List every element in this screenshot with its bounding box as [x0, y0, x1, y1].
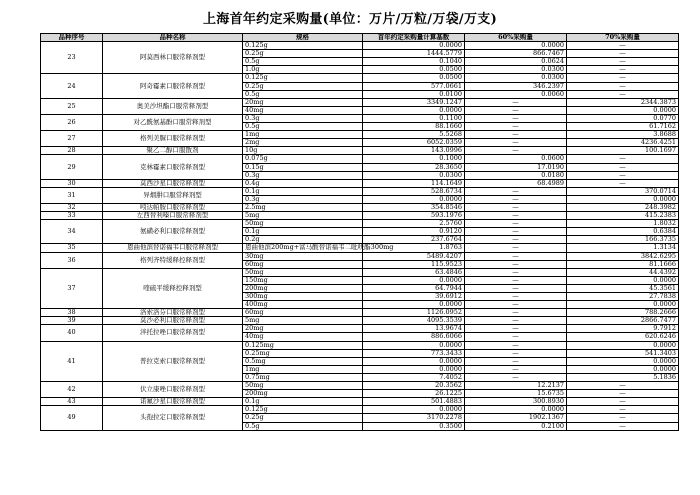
variety-name: 左西替利嗪口服常释剂型 [103, 212, 243, 220]
quantity-70-cell: 44.4392 [567, 268, 679, 276]
base-quantity-cell: 0.0000 [363, 406, 465, 414]
variety-number: 24 [41, 74, 103, 98]
base-quantity-cell: 3349.1247 [363, 98, 465, 106]
spec-cell: 50mg [243, 382, 363, 390]
header-spec: 规格 [243, 34, 363, 42]
quantity-70-cell: 3.8688 [567, 131, 679, 139]
quantity-70-cell: 0.0000 [567, 301, 679, 309]
quantity-70-cell: 61.7162 [567, 123, 679, 131]
quantity-70-cell: 166.3735 [567, 236, 679, 244]
spec-cell: 1mg [243, 365, 363, 373]
quantity-60-cell: — [465, 212, 567, 220]
variety-name: 对乙酰氨基酚口服常释剂型 [103, 114, 243, 130]
base-quantity-cell: 3170.2278 [363, 414, 465, 422]
variety-name: 洛索洛芬口服常释剂型 [103, 309, 243, 317]
spec-cell: 50mg [243, 268, 363, 276]
quantity-60-cell: — [465, 284, 567, 292]
variety-number: 42 [41, 382, 103, 398]
variety-name: 格列美脲口服常释剂型 [103, 131, 243, 147]
variety-name: 氨磺必利口服常释剂型 [103, 220, 243, 244]
quantity-60-cell: — [465, 147, 567, 155]
quantity-60-cell: — [465, 325, 567, 333]
quantity-60-cell: — [465, 301, 567, 309]
variety-name: 恩曲他滨替诺福韦口服常释剂型 [103, 244, 243, 252]
base-quantity-cell: 577.0661 [363, 82, 465, 90]
spec-cell: 150mg [243, 276, 363, 284]
quantity-70-cell: 3842.6295 [567, 252, 679, 260]
quantity-70-cell: 541.3403 [567, 349, 679, 357]
quantity-60-cell: 17.0190 [465, 163, 567, 171]
variety-number: 34 [41, 220, 103, 244]
quantity-60-cell: 0.0300 [465, 66, 567, 74]
header-60-percent: 60%采购量 [465, 34, 567, 42]
table-row [41, 382, 679, 390]
quantity-70-cell: — [567, 406, 679, 414]
quantity-70-cell: 415.2383 [567, 212, 679, 220]
quantity-60-cell: — [465, 244, 567, 252]
spec-cell: 0.3g [243, 195, 363, 203]
base-quantity-cell: 20.3562 [363, 382, 465, 390]
table-row [41, 244, 679, 252]
quantity-60-cell: 0.0060 [465, 90, 567, 98]
quantity-60-cell: — [465, 187, 567, 195]
spec-cell: 0.3g [243, 171, 363, 179]
table-row [41, 147, 679, 155]
spec-cell: 50mg [243, 220, 363, 228]
spec-cell: 5mg [243, 212, 363, 220]
quantity-70-cell: 45.3561 [567, 284, 679, 292]
header-70-percent: 70%采购量 [567, 34, 679, 42]
quantity-60-cell: — [465, 365, 567, 373]
quantity-60-cell: 300.8930 [465, 398, 567, 406]
variety-number: 36 [41, 252, 103, 268]
quantity-70-cell: 620.6246 [567, 333, 679, 341]
quantity-60-cell: 1902.1367 [465, 414, 567, 422]
quantity-70-cell: — [567, 82, 679, 90]
spec-cell: 0.15g [243, 163, 363, 171]
quantity-70-cell: 81.1666 [567, 260, 679, 268]
spec-cell: 20mg [243, 98, 363, 106]
quantity-60-cell: 15.6735 [465, 390, 567, 398]
quantity-60-cell: 0.0624 [465, 58, 567, 66]
base-quantity-cell: 354.8546 [363, 203, 465, 211]
base-quantity-cell: 0.0000 [363, 276, 465, 284]
spec-cell: 0.25mg [243, 349, 363, 357]
variety-name: 普拉克索口服常释剂型 [103, 341, 243, 381]
table-row [41, 74, 679, 82]
table-row [41, 406, 679, 414]
table-row [41, 179, 679, 187]
table-row [41, 220, 679, 228]
base-quantity-cell: 1126.0952 [363, 309, 465, 317]
variety-name: 莫西沙星口服常释剂型 [103, 179, 243, 187]
variety-number: 25 [41, 98, 103, 114]
table-row [41, 309, 679, 317]
quantity-60-cell: — [465, 349, 567, 357]
variety-number: 49 [41, 406, 103, 430]
quantity-60-cell: 0.0000 [465, 406, 567, 414]
table-row [41, 317, 679, 325]
quantity-60-cell: 0.0000 [465, 42, 567, 50]
spec-cell: 0.1g [243, 228, 363, 236]
header-variety-no: 品种序号 [41, 34, 103, 42]
base-quantity-cell: 0.9120 [363, 228, 465, 236]
base-quantity-cell: 0.0000 [363, 106, 465, 114]
spec-cell: 0.125mg [243, 341, 363, 349]
spec-cell: 20mg [243, 325, 363, 333]
base-quantity-cell: 0.0500 [363, 66, 465, 74]
base-quantity-cell: 88.1660 [363, 123, 465, 131]
base-quantity-cell: 64.7944 [363, 284, 465, 292]
quantity-60-cell: — [465, 293, 567, 301]
variety-name: 异烟肼口服常释剂型 [103, 187, 243, 203]
spec-cell: 5mg [243, 317, 363, 325]
spec-cell: 400mg [243, 301, 363, 309]
base-quantity-cell: 593.1976 [363, 212, 465, 220]
quantity-70-cell: 0.0000 [567, 365, 679, 373]
base-quantity-cell: 39.6912 [363, 293, 465, 301]
quantity-60-cell: — [465, 236, 567, 244]
base-quantity-cell: 115.9523 [363, 260, 465, 268]
table-row [41, 131, 679, 139]
quantity-60-cell: 0.2100 [465, 422, 567, 430]
quantity-70-cell: 100.1697 [567, 147, 679, 155]
base-quantity-cell: 773.3433 [363, 349, 465, 357]
variety-name: 喹硫平缓释控释剂型 [103, 268, 243, 308]
variety-name: 诺氟沙星口服常释剂型 [103, 398, 243, 406]
quantity-70-cell: 0.0000 [567, 106, 679, 114]
quantity-60-cell: — [465, 341, 567, 349]
quantity-60-cell: 12.2137 [465, 382, 567, 390]
base-quantity-cell: 0.0000 [363, 42, 465, 50]
quantity-70-cell: 0.0000 [567, 195, 679, 203]
quantity-70-cell: 1.3134 [567, 244, 679, 252]
quantity-70-cell: — [567, 66, 679, 74]
base-quantity-cell: 0.0000 [363, 195, 465, 203]
quantity-60-cell: 0.0600 [465, 155, 567, 163]
variety-name: 伏立康唑口服常释剂型 [103, 382, 243, 398]
spec-cell: 200mg [243, 390, 363, 398]
spec-cell: 0.125g [243, 42, 363, 50]
quantity-60-cell: — [465, 373, 567, 381]
quantity-60-cell: — [465, 106, 567, 114]
variety-number: 41 [41, 341, 103, 381]
base-quantity-cell: 26.1225 [363, 390, 465, 398]
variety-name: 泮托拉唑口服常释剂型 [103, 325, 243, 341]
variety-name: 头孢拉定口服常释剂型 [103, 406, 243, 430]
quantity-70-cell: 27.7838 [567, 293, 679, 301]
spec-cell: 1.0g [243, 66, 363, 74]
table-row [41, 325, 679, 333]
quantity-70-cell: 788.2666 [567, 309, 679, 317]
base-quantity-cell: 0.3500 [363, 422, 465, 430]
table-row [41, 252, 679, 260]
quantity-70-cell: 9.7912 [567, 325, 679, 333]
quantity-70-cell: — [567, 422, 679, 430]
variety-number: 27 [41, 131, 103, 147]
variety-name: 阿莫西林口服常释剂型 [103, 42, 243, 74]
base-quantity-cell: 501.4883 [363, 398, 465, 406]
base-quantity-cell: 0.0000 [363, 365, 465, 373]
base-quantity-cell: 28.3650 [363, 163, 465, 171]
spec-cell: 0.5g [243, 58, 363, 66]
quantity-60-cell: — [465, 317, 567, 325]
base-quantity-cell: 63.4846 [363, 268, 465, 276]
procurement-table [40, 33, 679, 431]
quantity-60-cell: — [465, 357, 567, 365]
quantity-60-cell: — [465, 195, 567, 203]
quantity-70-cell: 0.6384 [567, 228, 679, 236]
variety-number: 30 [41, 179, 103, 187]
table-row [41, 155, 679, 163]
base-quantity-cell: 528.6734 [363, 187, 465, 195]
base-quantity-cell: 0.0000 [363, 357, 465, 365]
spec-cell: 0.75mg [243, 373, 363, 381]
header-row [41, 34, 679, 42]
base-quantity-cell: 2.5760 [363, 220, 465, 228]
base-quantity-cell: 6052.0359 [363, 139, 465, 147]
quantity-70-cell: 0.0000 [567, 276, 679, 284]
variety-name: 聚乙二醇口服散剂 [103, 147, 243, 155]
base-quantity-cell: 0.1040 [363, 58, 465, 66]
variety-number: 39 [41, 317, 103, 325]
quantity-60-cell: 0.0300 [465, 74, 567, 82]
quantity-60-cell: — [465, 123, 567, 131]
variety-number: 28 [41, 147, 103, 155]
table-row [41, 98, 679, 106]
variety-number: 29 [41, 155, 103, 179]
base-quantity-cell: 4095.3539 [363, 317, 465, 325]
quantity-60-cell: — [465, 139, 567, 147]
quantity-70-cell: 5.1836 [567, 373, 679, 381]
quantity-70-cell: 1.8032 [567, 220, 679, 228]
spec-cell: 300mg [243, 293, 363, 301]
variety-name: 阿奇霉素口服常释剂型 [103, 74, 243, 98]
quantity-70-cell: — [567, 90, 679, 98]
quantity-70-cell: 0.0000 [567, 357, 679, 365]
base-quantity-cell: 13.9674 [363, 325, 465, 333]
header-base-quantity: 首年约定采购量计算基数 [363, 34, 465, 42]
quantity-60-cell: — [465, 220, 567, 228]
base-quantity-cell: 143.0996 [363, 147, 465, 155]
page-title: 上海首年约定采购量(单位：万片/万粒/万袋/万支) [202, 12, 498, 27]
variety-number: 32 [41, 203, 103, 211]
base-quantity-cell: 886.6066 [363, 333, 465, 341]
quantity-60-cell: 0.0180 [465, 171, 567, 179]
table-row [41, 114, 679, 122]
quantity-60-cell: — [465, 268, 567, 276]
quantity-70-cell: — [567, 179, 679, 187]
variety-number: 40 [41, 325, 103, 341]
base-quantity-cell: 0.1000 [363, 155, 465, 163]
spec-cell: 30mg [243, 252, 363, 260]
variety-number: 37 [41, 268, 103, 308]
table-row [41, 42, 679, 50]
quantity-60-cell: — [465, 252, 567, 260]
table-row [41, 212, 679, 220]
quantity-60-cell: 346.2397 [465, 82, 567, 90]
quantity-70-cell: — [567, 390, 679, 398]
base-quantity-cell: 7.4052 [363, 373, 465, 381]
variety-name: 奥美沙坦酯口服常释剂型 [103, 98, 243, 114]
quantity-70-cell: 2344.3873 [567, 98, 679, 106]
spec-cell: 0.25g [243, 82, 363, 90]
variety-number: 35 [41, 244, 103, 252]
variety-number: 31 [41, 187, 103, 203]
quantity-70-cell: — [567, 398, 679, 406]
quantity-70-cell: — [567, 382, 679, 390]
spec-cell: 0.5g [243, 422, 363, 430]
quantity-70-cell: 370.0714 [567, 187, 679, 195]
quantity-60-cell: — [465, 131, 567, 139]
base-quantity-cell: 0.0000 [363, 341, 465, 349]
quantity-60-cell: 866.7467 [465, 50, 567, 58]
quantity-60-cell: — [465, 228, 567, 236]
quantity-60-cell: — [465, 260, 567, 268]
spec-cell: 40mg [243, 106, 363, 114]
spec-cell: 40mg [243, 333, 363, 341]
variety-name: 吲达帕胺口服常释剂型 [103, 203, 243, 211]
spec-cell: 0.3g [243, 114, 363, 122]
quantity-70-cell: — [567, 171, 679, 179]
spec-cell: 1mg [243, 131, 363, 139]
base-quantity-cell: 5.5268 [363, 131, 465, 139]
spec-cell: 10g [243, 147, 363, 155]
base-quantity-cell: 0.1100 [363, 114, 465, 122]
spec-cell: 0.25g [243, 414, 363, 422]
quantity-70-cell: 4236.4251 [567, 139, 679, 147]
quantity-60-cell: — [465, 333, 567, 341]
base-quantity-cell: 1.8763 [363, 244, 465, 252]
quantity-60-cell: 68.4989 [465, 179, 567, 187]
variety-number: 33 [41, 212, 103, 220]
spec-cell: 0.25g [243, 50, 363, 58]
quantity-70-cell: 0.0000 [567, 341, 679, 349]
variety-name: 格列齐特缓释控释剂型 [103, 252, 243, 268]
variety-number: 23 [41, 42, 103, 74]
quantity-60-cell: — [465, 276, 567, 284]
spec-cell: 60mg [243, 309, 363, 317]
table-row [41, 341, 679, 349]
spec-cell: 0.2g [243, 236, 363, 244]
header-variety-name: 品种名称 [103, 34, 243, 42]
spec-cell: 0.1g [243, 398, 363, 406]
variety-name: 克林霉素口服常释剂型 [103, 155, 243, 179]
quantity-70-cell: 0.0770 [567, 114, 679, 122]
quantity-70-cell: 248.3982 [567, 203, 679, 211]
variety-number: 38 [41, 309, 103, 317]
quantity-60-cell: — [465, 114, 567, 122]
quantity-70-cell: — [567, 58, 679, 66]
spec-cell: 2mg [243, 139, 363, 147]
quantity-70-cell: 2866.7477 [567, 317, 679, 325]
spec-cell: 0.125g [243, 74, 363, 82]
spec-cell: 恩曲他滨200mg+富马酸替诺福韦二吡呋酯300mg [243, 244, 363, 252]
spec-cell: 0.5g [243, 123, 363, 131]
variety-name: 莫沙必利口服常释剂型 [103, 317, 243, 325]
quantity-70-cell: — [567, 50, 679, 58]
quantity-70-cell: — [567, 74, 679, 82]
quantity-70-cell: — [567, 155, 679, 163]
base-quantity-cell: 0.0000 [363, 301, 465, 309]
variety-number: 26 [41, 114, 103, 130]
quantity-60-cell: — [465, 309, 567, 317]
quantity-60-cell: — [465, 203, 567, 211]
variety-number: 43 [41, 398, 103, 406]
base-quantity-cell: 5489.4207 [363, 252, 465, 260]
table-row [41, 268, 679, 276]
spec-cell: 0.5mg [243, 357, 363, 365]
quantity-70-cell: — [567, 163, 679, 171]
base-quantity-cell: 114.1649 [363, 179, 465, 187]
base-quantity-cell: 1444.5779 [363, 50, 465, 58]
base-quantity-cell: 0.0100 [363, 90, 465, 98]
table-row [41, 187, 679, 195]
base-quantity-cell: 0.0300 [363, 171, 465, 179]
table-body [41, 42, 679, 431]
spec-cell: 0.4g [243, 179, 363, 187]
base-quantity-cell: 0.0500 [363, 74, 465, 82]
spec-cell: 200mg [243, 284, 363, 292]
spec-cell: 0.5g [243, 90, 363, 98]
quantity-70-cell: — [567, 42, 679, 50]
spec-cell: 2.5mg [243, 203, 363, 211]
spec-cell: 60mg [243, 260, 363, 268]
base-quantity-cell: 237.6764 [363, 236, 465, 244]
table-row [41, 398, 679, 406]
spec-cell: 0.075g [243, 155, 363, 163]
quantity-60-cell: — [465, 98, 567, 106]
spec-cell: 0.125g [243, 406, 363, 414]
quantity-70-cell: — [567, 414, 679, 422]
spec-cell: 0.1g [243, 187, 363, 195]
